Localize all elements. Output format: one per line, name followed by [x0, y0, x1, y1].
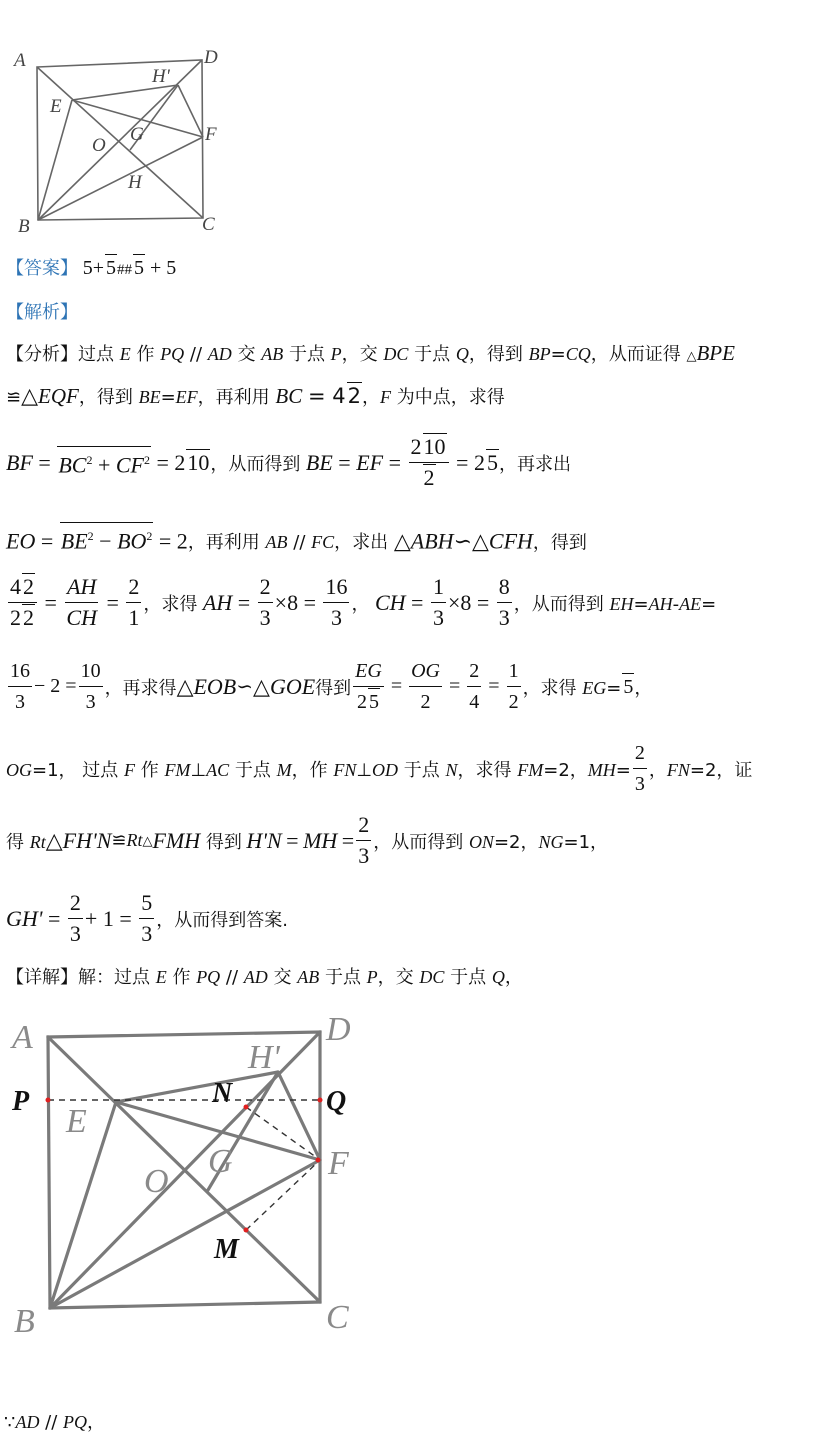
analysis-subtag: 【分析】: [6, 344, 78, 365]
label-G: G: [130, 124, 144, 145]
label-H-prime: H': [152, 66, 170, 87]
label2-O: O: [144, 1163, 169, 1200]
label2-N: N: [212, 1078, 233, 1109]
geometry-figure-1: [10, 40, 225, 240]
label-D: D: [204, 47, 218, 68]
analysis-line-1: 【分析】过点 E 作 PQ // AD 交 AB 于点 P，交 DC 于点 Q，得到 BP=CQ，从而证得 △BPE: [6, 341, 735, 365]
answer-tag: 【答案】: [6, 258, 78, 279]
label2-G: G: [208, 1143, 233, 1180]
final-line: ∵AD // PQ，: [4, 1412, 106, 1433]
label2-F: F: [328, 1145, 349, 1182]
analysis-line-2: ≌△EQF，得到 BE=EF，再利用 BC = 42，F 为中点，求得: [6, 384, 505, 409]
answer-text: 5+ 5## 5 + 5: [83, 257, 177, 279]
label2-H-prime: H': [248, 1039, 280, 1076]
answer-line: [6, 254, 176, 283]
label2-D: D: [326, 1011, 351, 1048]
label-E: E: [50, 96, 62, 117]
label2-M: M: [214, 1234, 239, 1265]
analysis-line-4: EO = $BE^2 - BO^2 = 2$，再利用 AB // FC，求出 △ABH∽△CFH，得到: [6, 522, 587, 554]
label-A: A: [14, 50, 26, 71]
analysis-line-5: $\frac{42}{22}$ = $\frac{AH}{CH}$ = $\frac{2}{1}$ ，求得 AH = $\frac{2}{3}$ ×8 = $\frac{16}{3}$ ， CH = $\frac{1}{3}$ ×8 = $\frac{8}{3}$ ，从而得到 EH=AH-AE=: [10, 574, 717, 630]
analysis-line-7: OG=1， 过点 F 作 FM⊥AC 于点 M，作 FN⊥OD 于点 N，求得 FM=2，MH= $\frac{2}{3}$ ，FN=2，证: [6, 738, 752, 799]
label-O: O: [92, 135, 106, 156]
label2-B: B: [14, 1303, 35, 1340]
label-H: H: [128, 172, 142, 193]
label-C: C: [202, 214, 215, 235]
analysis-line-9: GH' = $\frac{2}{3}$ + 1 = $\frac{5}{3}$ ，从而得到答案.: [6, 890, 288, 946]
detail-line: 【详解】解：过点 E 作 PQ // AD 交 AB 于点 P，交 DC 于点 Q，: [6, 967, 523, 988]
label-B: B: [18, 216, 30, 237]
analysis-tag: 【解析】: [6, 302, 78, 323]
geometry-figure-2: [8, 1010, 368, 1340]
detail-tag: 【详解】: [6, 967, 78, 988]
label2-A: A: [12, 1019, 33, 1056]
label2-C: C: [326, 1299, 349, 1336]
analysis-line-6: $\frac{16}{3}$ − 2 = $\frac{10}{3}$ ，再求得 △ EOB ∽ △ GOE 得到 $\frac{EG}{2 5}$ = $\frac{OG}{2}$ = $\frac{2}{4}$ = $\frac{1}{2}$ ，求得 EG= 5 ，: [6, 656, 652, 717]
label2-Q: Q: [326, 1086, 347, 1117]
label-F: F: [205, 124, 217, 145]
analysis-line-8: 得 Rt △ FH'N ≌Rt △ FMH 得到 H'N = MH = $\frac{2}{3}$ ，从而得到 ON=2，NG=1，: [6, 812, 609, 868]
analysis-line-3: BF = $BC^2 + CF^2$ = 2 10 ，从而得到 BE = EF = $\frac{210}{2}$ = 2 5 ，再求出: [6, 434, 571, 490]
label2-P: P: [12, 1086, 30, 1117]
label2-E: E: [66, 1103, 87, 1140]
